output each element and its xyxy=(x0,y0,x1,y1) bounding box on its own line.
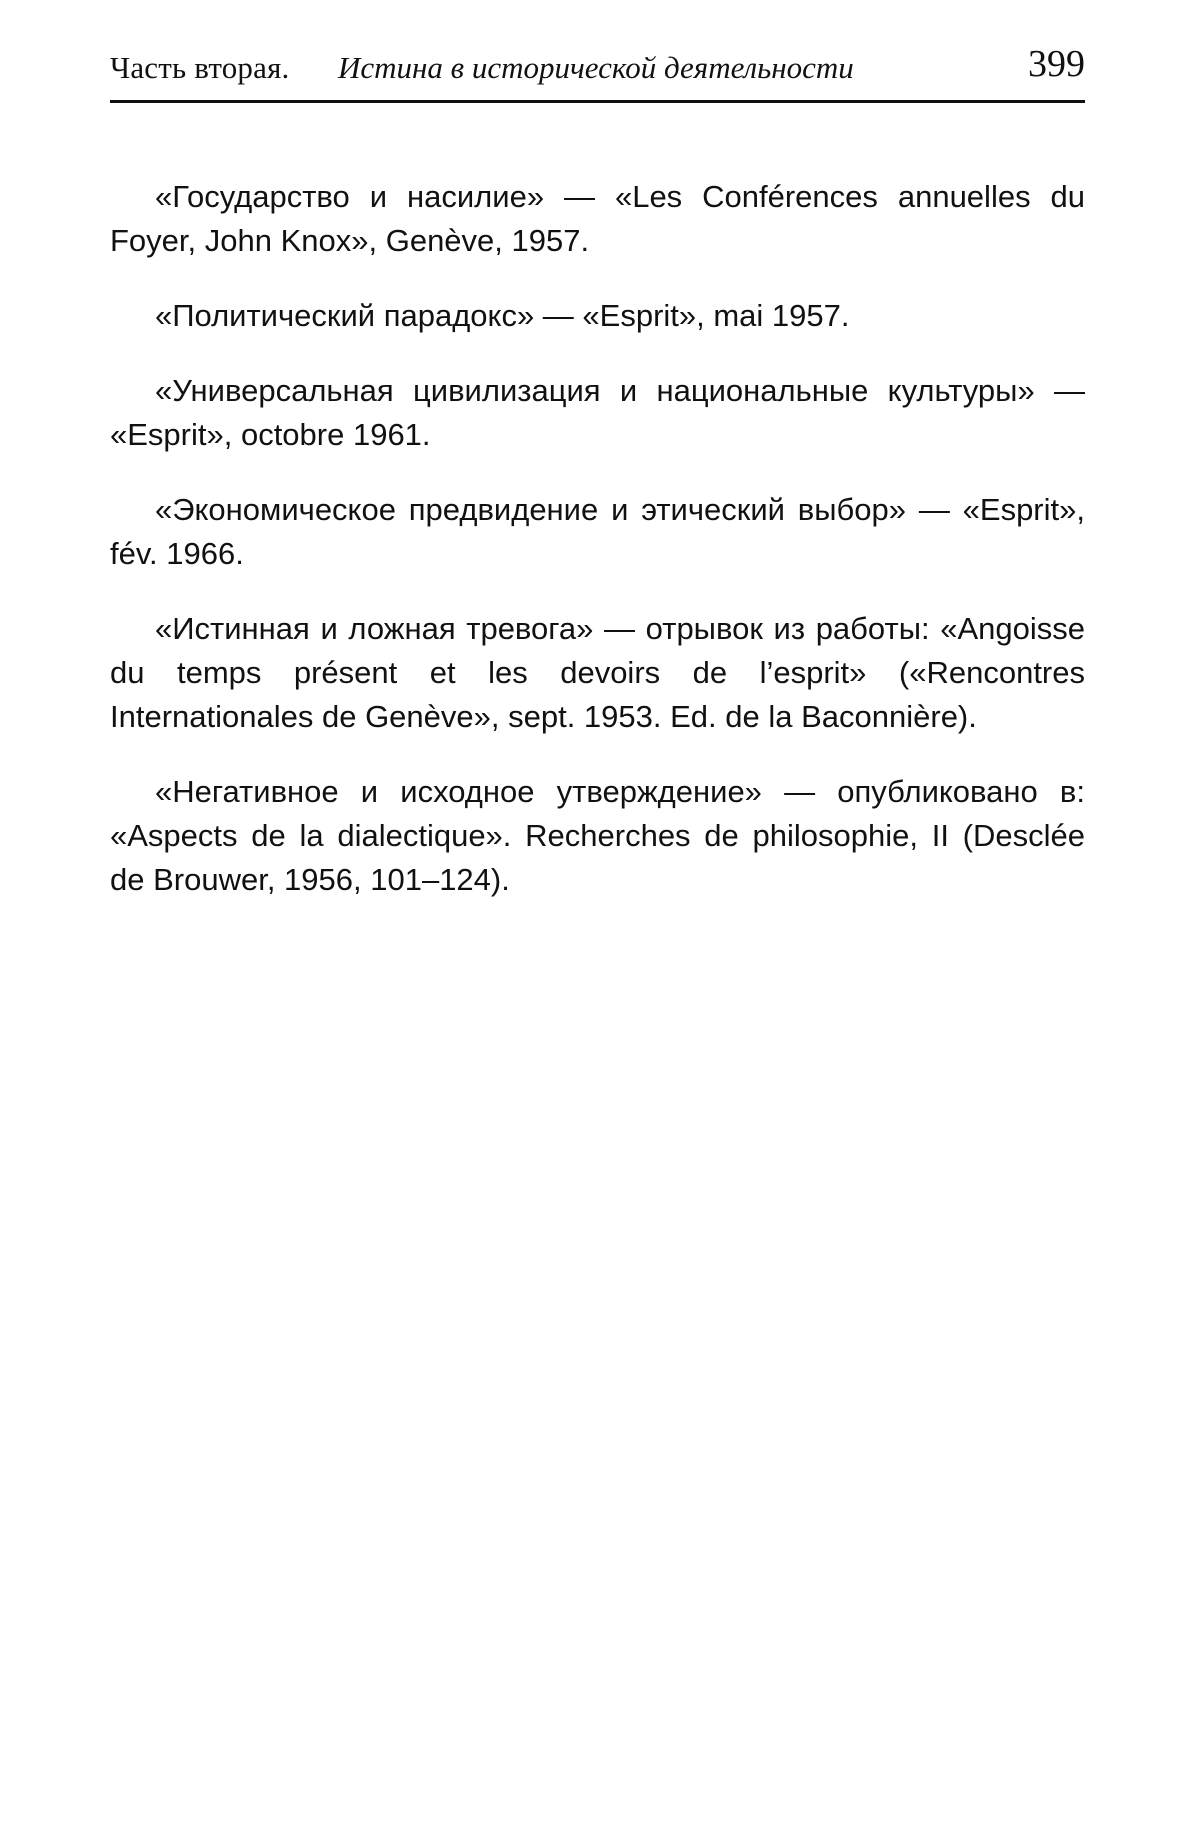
bibliography-entry: «Политический парадокс» — «Esprit», mai 1957. xyxy=(155,298,850,333)
part-label: Часть вторая. xyxy=(110,50,290,85)
running-head xyxy=(110,40,1085,103)
bibliography-entry: «Истинная и ложная тревога» — отрывок из работы: «Angoisse du temps présent et les devoirs de l’esprit» («Rencontres Internationales de Genève», sept. 1953. Ed. de la Baconnière). xyxy=(110,611,1085,734)
bibliography-entry: «Экономическое предвидение и этический выбор» — «Esprit», fév. 1966. xyxy=(110,492,1085,571)
section-title: Истина в исторической деятельности xyxy=(338,50,854,85)
bibliography-entry: «Негативное и исходное утверждение» — опубликовано в: «Aspects de la dialectique». Recherches de philosophie, II (Desclée de Brouwer, 1956, 101–124). xyxy=(110,774,1085,897)
bibliography-entry: «Универсальная цивилизация и национальные культуры» — «Esprit», octobre 1961. xyxy=(110,373,1085,452)
bibliography-entry: «Государство и насилие» — «Les Conférences annuelles du Foyer, John Knox», Genève, 1957. xyxy=(110,179,1085,258)
bibliography-list xyxy=(110,175,1085,902)
page-number: 399 xyxy=(1028,43,1085,85)
book-page xyxy=(110,40,1085,933)
